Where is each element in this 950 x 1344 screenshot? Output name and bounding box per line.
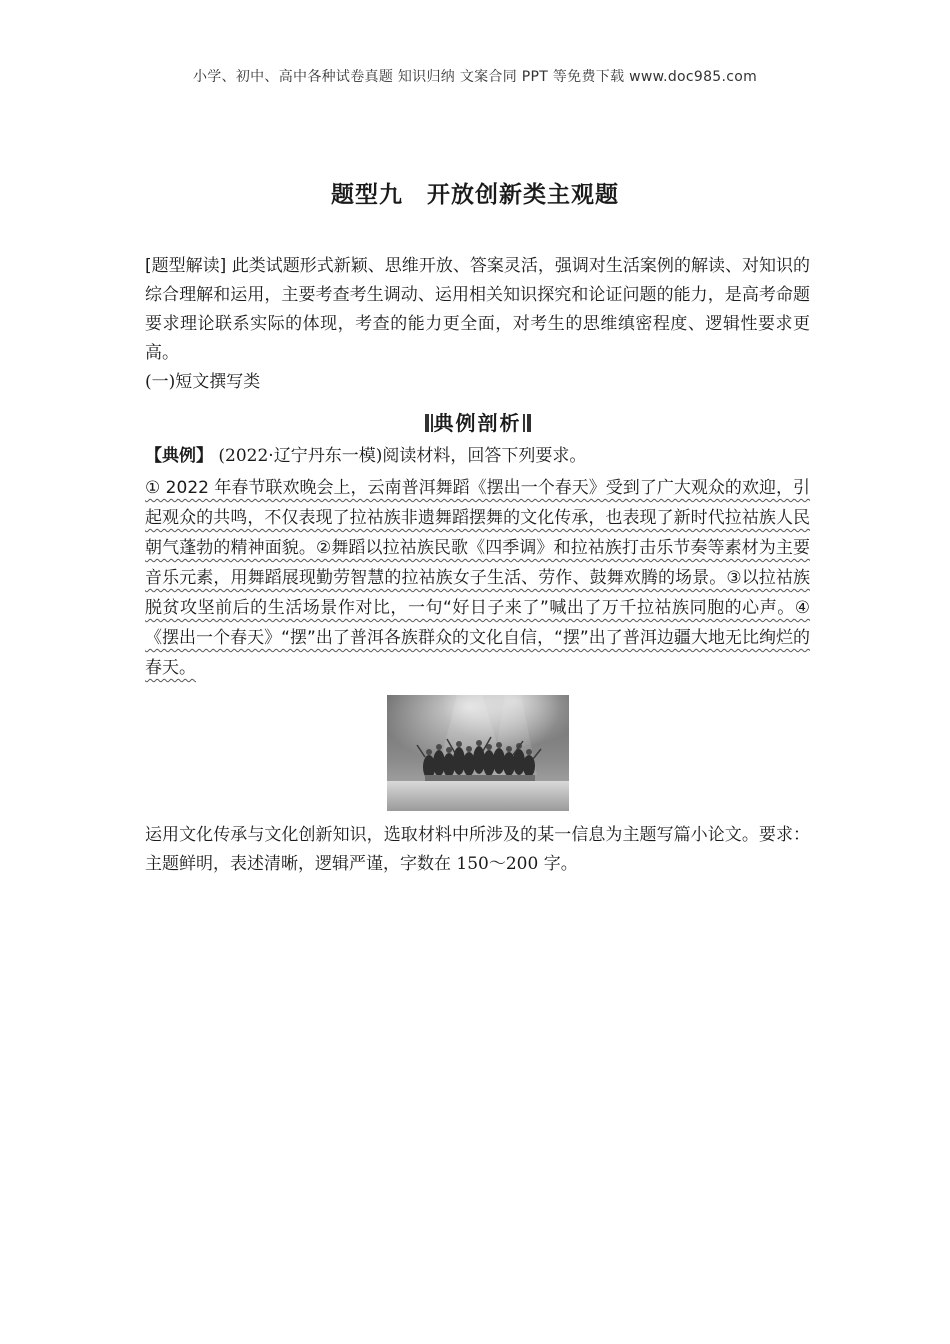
section-heading <box>145 407 810 439</box>
intro-tag: [题型解读] <box>145 256 227 276</box>
question-text: 运用文化传承与文化创新知识，选取材料中所涉及的某一信息为主题写篇小论文。要求：主题鲜明，表述清晰，逻辑严谨，字数在 150～200 字。 <box>145 825 810 874</box>
dance-performance-image <box>387 695 569 811</box>
page-title: 题型九 开放创新类主观题 <box>331 182 619 208</box>
heading-bar-icon <box>527 414 531 432</box>
intro-text: 此类试题形式新颖、思维开放、答案灵活，强调对生活案例的解读、对知识的综合理解和运用，主要考查考生调动、运用相关知识探究和论证问题的能力，是高考命题要求理论联系实际的体现，考查的能力更全面，对考生的思维缜密程度、逻辑性要求更高。 <box>145 256 811 363</box>
material-text: ① 2022 年春节联欢晚会上，云南普洱舞蹈《摆出一个春天》受到了广大观众的欢迎，引起观众的共鸣，不仅表现了拉祜族非遗舞蹈摆舞的文化传承，也表现了新时代拉祜族人民朝气蓬勃的精神面貌。②舞蹈以拉祜族民歌《四季调》和拉祜族打击乐节奏等素材为主要音乐元素，用舞蹈展现勤劳智慧的拉祜族女子生活、劳作、鼓舞欢腾的场景。③以拉祜族脱贫攻坚前后的生活场景作对比，一句“好日子来了”喊出了万千拉祜族同胞的心声。④《摆出一个春天》“摆”出了普洱各族群众的文化自信，“摆”出了普洱边疆大地无比绚烂的春天。 <box>145 478 810 678</box>
heading-bar-icon <box>431 414 433 432</box>
site-header: 小学、初中、高中各种试卷真题 知识归纳 文案合同 PPT 等免费下载 www.doc985.com <box>192 69 758 85</box>
example-tag: 【典例】 <box>145 446 213 466</box>
main-content <box>145 252 810 879</box>
heading-bar-icon <box>523 414 525 432</box>
heading-bar-icon <box>425 414 429 432</box>
example-line <box>145 441 810 471</box>
intro-paragraph <box>145 252 810 368</box>
example-source: (2022·辽宁丹东一模)阅读材料，回答下列要求。 <box>213 446 587 466</box>
section-heading-text: 典例剖析 <box>433 411 522 435</box>
subsection-title: (一)短文撰写类 <box>145 372 261 392</box>
dance-photo <box>387 695 569 811</box>
